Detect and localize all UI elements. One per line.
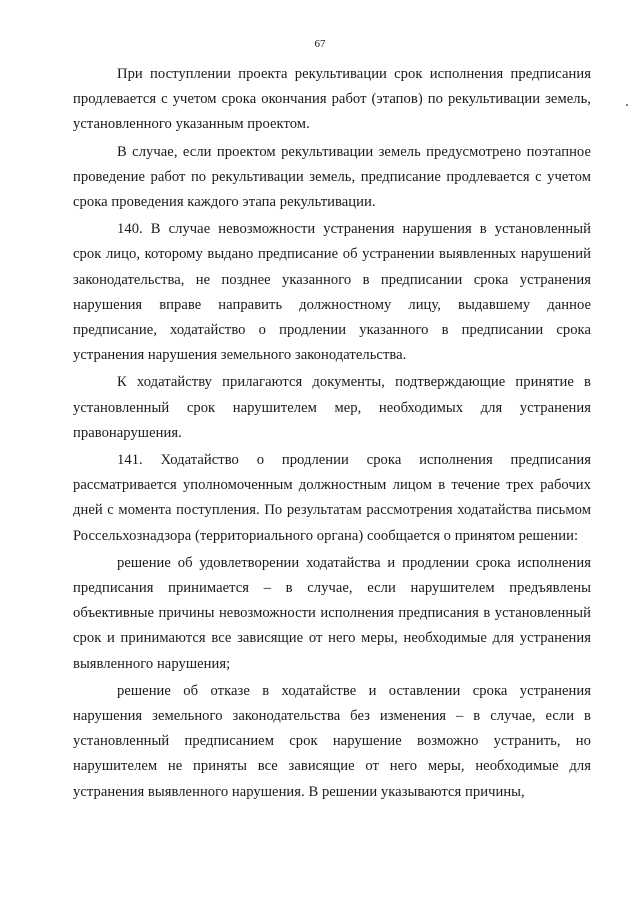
scan-speck xyxy=(626,104,628,106)
document-body xyxy=(73,62,591,805)
paragraph-recultivation-project: При поступлении проекта рекультивации срок исполнения предписания продлевается с учетом срока окончания работ (этапов) по рекультивации земель, установленного указанным проектом. xyxy=(73,66,591,133)
paragraph-clause-140: 140. В случае невозможности устранения нарушения в установленный срок лицо, которому выдано предписание об устранении выявленных нарушений законодательства, не позднее указанного в предписании срока устранения нарушения вправе направить должностному лицу, выдавшему данное предписание, ходатайство о продлении указанного в предписании срока устранения нарушения земельного законодательства. xyxy=(73,221,591,364)
page-number: 67 xyxy=(314,38,326,50)
paragraph-decision-approve: решение об удовлетворении ходатайства и продлении срока исполнения предписания принимается – в случае, если нарушителем предъявлены объективные причины невозможности исполнения предписания в установленный срок и принимаются все зависящие от него меры, необходимые для устранения выявленного нарушения; xyxy=(73,554,591,672)
paragraph-staged-recultivation: В случае, если проектом рекультивации земель предусмотрено поэтапное проведение работ по рекультивации земель, предписание продлевается с учетом срока проведения каждого этапа рекультивации. xyxy=(73,143,591,211)
paragraph-clause-141: 141. Ходатайство о продлении срока исполнения предписания рассматривается уполномоченным должностным лицом в течение трех рабочих дней с момента поступления. По результатам рассмотрения ходатайства письмом Россельхознадзора (территориального органа) сообщается о принятом решении: xyxy=(73,452,591,544)
paragraph-petition-documents: К ходатайству прилагаются документы, подтверждающие принятие в установленный срок нарушителем мер, необходимых для устранения правонарушения. xyxy=(73,374,591,441)
paragraph-decision-refuse: решение об отказе в ходатайстве и оставлении срока устранения нарушения земельного законодательства без изменения – в случае, если в установленный предписанием срок нарушение возможно устранить, но нарушителем не приняты все зависящие от него меры, необходимые для устранения выявленного нарушения. В решении указываются причины, xyxy=(73,682,591,800)
